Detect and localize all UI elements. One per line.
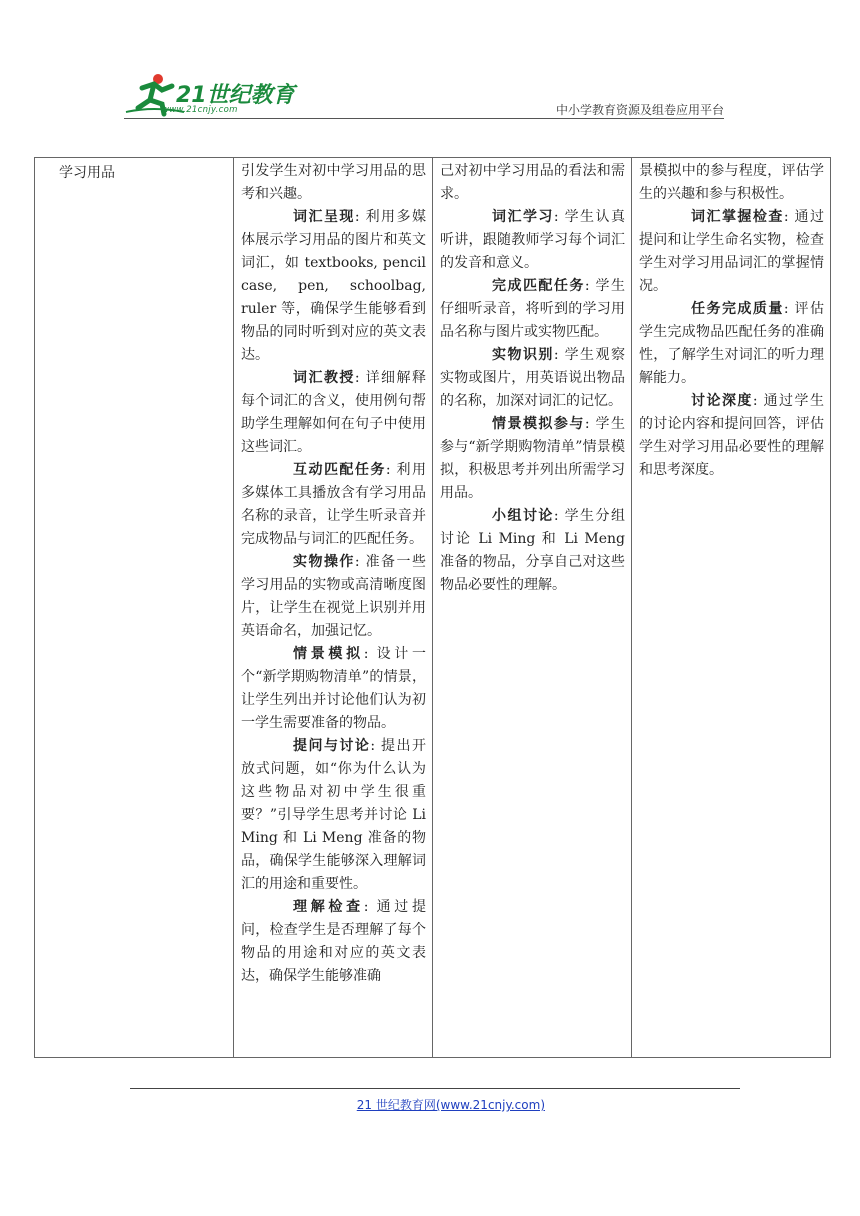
- teacher-activities: [234, 158, 432, 988]
- paragraph: [241, 551, 426, 643]
- term-label: 小组讨论: [492, 508, 554, 524]
- footer-link[interactable]: 21 世纪教育网(www.21cnjy.com): [356, 1098, 545, 1112]
- paragraph: [241, 735, 426, 896]
- paragraph: [241, 459, 426, 551]
- paragraph-text: : 学生分组讨论 Li Ming 和 Li Meng 准备的物品，分享自己对这些物品必要性的理解。: [440, 508, 626, 593]
- table-cell-topic: [35, 158, 234, 1058]
- paragraph: [241, 206, 426, 367]
- paragraph-text: : 利用多媒体展示学习用品的图片和英文词汇，如 textbooks, pencil case, pen, schoolbag, ruler 等，确保学生能够看到物品的同时听到对应的英文表达。: [241, 209, 427, 363]
- paragraph-text: : 学生仔细听录音，将听到的学习用品名称与图片或实物匹配。: [440, 278, 625, 340]
- table-cell-teacher-activities: [234, 158, 433, 1058]
- paragraph: [639, 298, 824, 390]
- paragraph: [440, 505, 625, 597]
- term-label: 理解检查: [293, 899, 364, 915]
- term-label: 词汇呈现: [293, 209, 355, 225]
- platform-title: 中小学教育资源及组卷应用平台: [555, 103, 724, 117]
- table-cell-student-activities: [433, 158, 632, 1058]
- paragraph-text: : 详细解释每个词汇的含义，使用例句帮助学生理解如何在句子中使用这些词汇。: [241, 370, 427, 455]
- paragraph-text: 引发学生对初中学习用品的思考和兴趣。: [241, 163, 426, 202]
- paragraph-text: : 设计一个“新学期购物清单”的情景，让学生列出并讨论他们认为初一学生需要准备的物品。: [241, 646, 427, 731]
- paragraph-text: : 评估学生完成物品匹配任务的准确性，了解学生对词汇的听力理解能力。: [639, 301, 824, 386]
- term-label: 实物识别: [492, 347, 554, 363]
- paragraph: [639, 160, 824, 206]
- paragraph-text: : 学生参与“新学期购物清单”情景模拟，积极思考并列出所需学习用品。: [440, 416, 625, 501]
- header-divider: [124, 118, 724, 119]
- term-label: 提问与讨论: [293, 738, 371, 754]
- paragraph-text: : 通过提问，检查学生是否理解了每个物品的用途和对应的英文表达，确保学生能够准确: [241, 899, 427, 984]
- term-label: 讨论深度: [691, 393, 753, 409]
- term-label: 词汇掌握检查: [691, 209, 784, 225]
- paragraph: [639, 206, 824, 298]
- lesson-table: [34, 157, 831, 1058]
- term-label: 实物操作: [293, 554, 355, 570]
- footer-divider: [130, 1088, 740, 1089]
- paragraph-text: : 学生观察实物或图片，用英语说出物品的名称，加深对词汇的记忆。: [440, 347, 626, 409]
- paragraph: [241, 160, 426, 206]
- paragraph-text: : 学生认真听讲，跟随教师学习每个词汇的发音和意义。: [440, 209, 626, 271]
- paragraph: [440, 344, 625, 413]
- paragraph-text: : 通过学生的讨论内容和提问回答，评估学生对学习用品必要性的理解和思考深度。: [639, 393, 825, 478]
- paragraph-text: 景模拟中的参与程度，评估学生的兴趣和参与积极性。: [639, 163, 824, 202]
- logo-url: www.21cnjy.com: [162, 105, 238, 115]
- paragraph-text: : 利用多媒体工具播放含有学习用品名称的录音，让学生听录音并完成物品与词汇的匹配任务。: [241, 462, 426, 547]
- term-label: 词汇教授: [293, 370, 355, 386]
- paragraph-text: : 准备一些学习用品的实物或高清晰度图片，让学生在视觉上识别并用英语命名，加强记忆。: [241, 554, 427, 639]
- paragraph: [241, 643, 426, 735]
- table-cell-assessment: [632, 158, 831, 1058]
- paragraph: [639, 390, 824, 482]
- paragraph-text: : 提出开放式问题，如“你为什么认为这些物品对初中学生很重要？”引导学生思考并讨论 Li Ming 和 Li Meng 准备的物品，确保学生能够深入理解词汇的用途和重要性。: [241, 738, 427, 892]
- paragraph: [440, 160, 625, 206]
- assessment-activities: [632, 158, 830, 482]
- term-label: 情景模拟: [293, 646, 364, 662]
- term-label: 任务完成质量: [691, 301, 784, 317]
- student-activities: [433, 158, 631, 597]
- paragraph: [440, 275, 625, 344]
- term-label: 互动匹配任务: [293, 462, 386, 478]
- paragraph-text: 己对初中学习用品的看法和需求。: [440, 163, 625, 202]
- paragraph: [241, 896, 426, 988]
- term-label: 词汇学习: [492, 209, 554, 225]
- term-label: 完成匹配任务: [492, 278, 585, 294]
- row-label: 学习用品: [59, 165, 115, 181]
- paragraph: [440, 206, 625, 275]
- table-row: [35, 158, 831, 1058]
- paragraph-text: : 通过提问和让学生命名实物，检查学生对学习用品词汇的掌握情况。: [639, 209, 824, 294]
- logo-text: 21世纪教育: [176, 83, 295, 108]
- paragraph: [241, 367, 426, 459]
- term-label: 情景模拟参与: [492, 416, 585, 432]
- paragraph: [440, 413, 625, 505]
